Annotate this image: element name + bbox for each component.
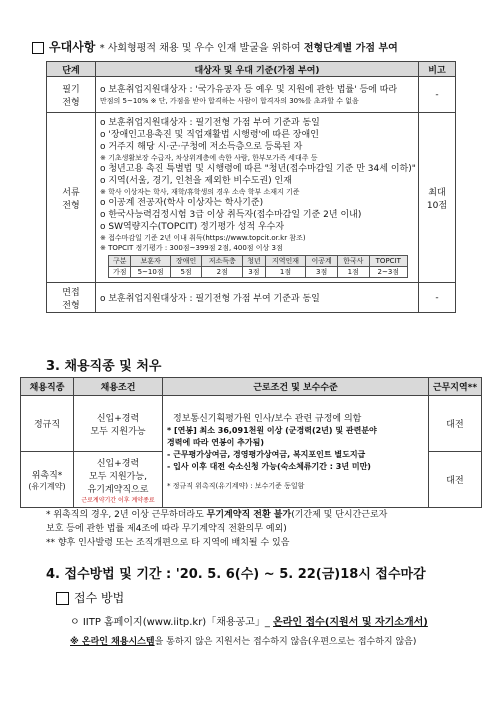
submission-line-2-bold: ※ 온라인 채용시스템 [70, 637, 155, 647]
positions-row2-location: 대전 [429, 452, 482, 508]
submission-line-1 [70, 613, 428, 628]
mini-header-cell: 한국사 [337, 256, 369, 267]
mini-header-cell: 구분 [109, 256, 131, 267]
stage-line: 서류 [62, 187, 80, 198]
criteria-line: o 거주지 해당 시·군·구청에 저소득층으로 등록된 자 [100, 142, 303, 152]
stage-line: 필기 [62, 84, 80, 95]
positions-header-work: 근로조건 및 보수수준 [163, 378, 429, 396]
criteria-line: o 한국사능력검정시험 3급 이상 취득자(접수마감일 기준 2년 이내) [100, 210, 362, 220]
pref-row-written-stage [47, 77, 96, 113]
preference-note [100, 43, 398, 54]
criteria-line: o 청년고용 촉진 특별법 및 시행령에 따른 "청년(접수마감일 기준 만 34세 이하)" [100, 164, 416, 174]
positions-row1-location: 대전 [429, 396, 482, 452]
pref-row-written-criteria [96, 77, 419, 113]
positions-header-condition: 채용조건 [74, 378, 163, 396]
work-line: * 정규직 위촉직(유기계약) : 보수기준 동일함 [167, 481, 305, 490]
criteria-line: ※ TOPCIT 정기평가 : 300점~399점 2점, 400점 이상 3점 [100, 244, 283, 252]
type-line: 위촉직* [31, 470, 63, 481]
criteria-line: o '장애인고용촉진 및 직업재활법 시행령'에 따른 장애인 [100, 130, 319, 140]
positions-row1-type: 정규직 [21, 396, 74, 452]
work-line: * [연봉] 최소 36,091천원 이상 (군경력(2년) 및 관련분야 [167, 425, 377, 435]
mini-header-cell: 저소득층 [202, 256, 243, 267]
work-line: - 입사 이후 대전 숙소신청 가능(숙소체류기간 : 3년 미만) [167, 461, 371, 471]
section4-title: 4. 접수방법 및 기간 : '20. 5. 6(수) ~ 5. 22(금)18시 접수마감 [46, 567, 426, 582]
checkbox-square-icon [32, 42, 44, 54]
criteria-line: o 이공계 전공자(학사 이상자는 학사기준) [100, 198, 264, 208]
condition-small-line: 근로계약기간 이후 계약종료 [81, 496, 155, 504]
pref-row-interview-criteria: o 보훈취업지원대상자 : 필기전형 가점 부여 기준과 동일 [96, 283, 419, 313]
preference-title-text: 우대사항 [49, 40, 96, 54]
checkbox-square-icon [56, 592, 69, 605]
footnote-1-tail: (기간제 및 단시간근로자 [291, 510, 388, 520]
mini-header-cell: TOPCIT [369, 256, 407, 267]
stage-line: 전형 [62, 97, 80, 108]
mini-header-cell: 이공계 [306, 256, 338, 267]
mini-header-cell: 지역인재 [265, 256, 306, 267]
positions-header-type: 채용직종 [21, 378, 74, 396]
positions-row2-condition [74, 452, 163, 508]
preference-note-bold: 전형단계별 가점 부여 [303, 43, 398, 54]
positions-work-conditions [163, 396, 429, 508]
mini-value-cell: 2점 [202, 267, 243, 278]
footnote-1-bold: 무기계약직 전환 불가 [206, 510, 292, 520]
condition-line: 신입+경력 [96, 458, 140, 469]
mini-value-cell: 2~3점 [369, 267, 407, 278]
criteria-line: 만점의 5~10% ※ 단, 가점을 받아 합격하는 사람이 합격자의 30%를 초과할 수 없음 [100, 96, 359, 105]
criteria-line: o 보훈취업지원대상자 : 필기전형 가점 부여 기준과 동일 [100, 118, 320, 128]
criteria-line: ※ 기초생활보장 수급자, 차상위계층에 속한 사람, 한부모가족 세대주 등 [100, 154, 318, 162]
submission-line-1-bold: 온라인 접수(지원서 및 자기소개서) [273, 617, 428, 628]
condition-line: 모두 지원가능 [90, 426, 146, 437]
pref-row-document-stage [47, 113, 96, 283]
pref-row-document-criteria [96, 113, 419, 283]
preference-note-prefix: * 사회형평적 채용 및 우수 인재 발굴을 위하여 [99, 43, 304, 54]
criteria-line: o SW역량지수(TOPCIT) 정기평가 성적 우수자 [100, 222, 285, 232]
mini-value-cell: 1점 [265, 267, 306, 278]
condition-line: 신입+경력 [96, 413, 140, 424]
pref-header-note: 비고 [419, 62, 456, 77]
mini-header-cell: 장애인 [170, 256, 202, 267]
submission-method-text: 접수 방법 [74, 591, 125, 605]
pref-row-written-note: - [419, 77, 456, 113]
positions-table [20, 377, 482, 508]
footnote-3: ** 향후 인사발령 또는 조직개편으로 타 지역에 배치될 수 있음 [46, 538, 290, 548]
bonus-points-mini-table [108, 255, 408, 278]
mini-value-cell: 1점 [337, 267, 369, 278]
mini-value-cell: 5점 [170, 267, 202, 278]
submission-line-1-prefix: ㅇ IITP 홈페이지(www.iitp.kr)「채용공고」_ [70, 617, 274, 628]
preference-section-title [32, 38, 398, 55]
mini-value-cell: 3점 [243, 267, 265, 278]
condition-line: 모두 지원가능, [89, 471, 147, 482]
submission-method-heading [56, 589, 124, 606]
pref-row-interview-note: - [419, 283, 456, 313]
stage-line: 면접 [62, 287, 80, 298]
note-line: 최대 [428, 187, 446, 198]
mini-value-cell: 가점 [109, 267, 131, 278]
pref-header-criteria: 대상자 및 우대 기준(가점 부여) [96, 62, 419, 77]
positions-row2-type [21, 452, 74, 508]
note-line: 10점 [426, 200, 448, 211]
positions-header-location: 근무지역** [429, 378, 482, 396]
mini-header-cell: 보훈자 [131, 256, 170, 267]
submission-line-2-text: 을 통하지 않은 지원서는 접수하지 않음(우편으로는 접수하지 않음) [154, 637, 417, 647]
pref-header-stage: 단계 [47, 62, 96, 77]
criteria-line: o 지역(서울, 경기, 인천을 제외한 비수도권) 인재 [100, 176, 292, 186]
footnote-2: 보호 등에 관한 법률 제4조에 따라 무기계약직 전환의무 예외) [46, 524, 287, 534]
positions-row1-condition [74, 396, 163, 452]
section3-title: 3. 채용직종 및 처우 [46, 359, 162, 374]
stage-line: 전형 [62, 200, 80, 211]
type-sub-line: (유기계약) [28, 481, 66, 491]
footnote-1 [46, 508, 387, 522]
submission-line-2 [70, 634, 416, 647]
preference-table [46, 61, 456, 313]
work-line: - 근무평가상여금, 경영평가상여금, 복지포인트 별도지급 [167, 449, 366, 459]
work-line: 경력에 따라 연봉이 추가됨) [167, 437, 265, 447]
mini-value-cell: 3점 [306, 267, 338, 278]
pref-row-document-note [419, 113, 456, 283]
mini-header-cell: 청년 [243, 256, 265, 267]
condition-line: 유기계약직으로 [87, 484, 149, 495]
criteria-line: ※ 접수마감일 기준 2년 이내 취득(https://www.topcit.or.kr 참조) [100, 234, 306, 242]
footnote-1-text: * 위촉직의 경우, 2년 이상 근무하더라도 [46, 510, 207, 520]
criteria-line: o 보훈취업지원대상자 : '국가유공자 등 예우 및 지원에 관한 법률' 등에 따라 [100, 84, 398, 95]
mini-value-cell: 5~10점 [131, 267, 170, 278]
work-line: 정보통신기획평가원 인사/보수 관련 규정에 의함 [173, 413, 362, 424]
pref-row-interview-stage [47, 283, 96, 313]
positions-footnotes [46, 508, 387, 550]
criteria-line: ※ 학사 이상자는 학사, 재학/휴학생의 경우 소속 학부 소재지 기준 [100, 188, 300, 196]
stage-line: 전형 [62, 300, 80, 311]
